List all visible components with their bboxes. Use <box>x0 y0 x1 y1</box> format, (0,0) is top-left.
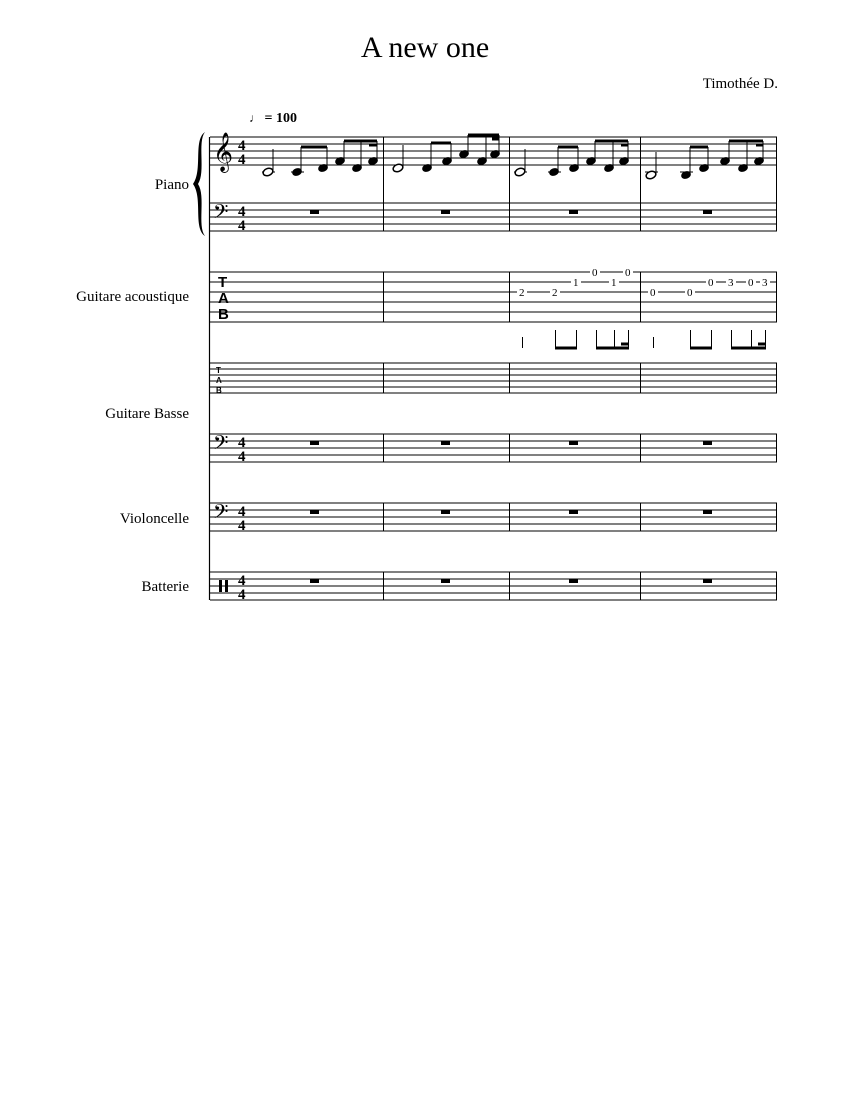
svg-text:A: A <box>218 290 229 307</box>
part-name-acoustic-guitar: Guitare acoustique <box>76 289 189 305</box>
svg-text:1: 1 <box>573 277 579 289</box>
svg-text:B: B <box>216 386 222 395</box>
measure-rests <box>310 210 712 583</box>
bass-clef-icon: 𝄢 <box>213 431 229 459</box>
svg-text:B: B <box>218 306 229 323</box>
tempo-value: = 100 <box>264 111 297 126</box>
tab-clef-icon <box>218 274 229 323</box>
svg-text:3: 3 <box>762 277 768 289</box>
piano-brace-icon <box>193 132 205 236</box>
piano-treble-notes <box>262 135 764 180</box>
tab-rhythm-stems <box>523 330 767 349</box>
part-name-drums: Batterie <box>141 579 189 595</box>
svg-text:4: 4 <box>238 518 246 534</box>
bass-clef-icon: 𝄢 <box>213 200 229 228</box>
svg-text:4: 4 <box>238 204 246 220</box>
svg-text:4: 4 <box>238 138 246 154</box>
svg-text:0: 0 <box>687 287 693 299</box>
svg-text:2: 2 <box>552 287 558 299</box>
svg-text:0: 0 <box>708 277 714 289</box>
svg-text:4: 4 <box>238 573 246 589</box>
svg-text:A: A <box>216 376 222 385</box>
part-name-piano: Piano <box>154 177 189 193</box>
tab-numbers-measure-4 <box>648 276 770 299</box>
treble-clef-icon: 𝄞 <box>213 132 234 172</box>
svg-text:0: 0 <box>625 267 631 279</box>
composer: Timothée D. <box>702 76 778 92</box>
svg-text:3: 3 <box>728 277 734 289</box>
small-tab-clef-icon <box>216 366 222 395</box>
svg-text:0: 0 <box>592 267 598 279</box>
svg-text:4: 4 <box>238 218 246 234</box>
svg-text:1: 1 <box>611 277 617 289</box>
piano-bass-staff <box>210 203 777 231</box>
cello-staff <box>210 503 777 531</box>
svg-text:4: 4 <box>238 449 246 465</box>
svg-text:2: 2 <box>519 287 525 299</box>
svg-text:T: T <box>218 274 228 291</box>
quarter-note-icon: ♩ <box>249 111 261 125</box>
bass-guitar-staff <box>210 434 777 462</box>
svg-text:T: T <box>216 366 221 375</box>
part-name-bass-guitar: Guitare Basse <box>105 406 189 422</box>
drum-staff <box>210 572 777 600</box>
svg-text:4: 4 <box>238 587 246 603</box>
score-title: A new one <box>360 31 490 64</box>
svg-text:4: 4 <box>238 152 246 168</box>
svg-text:0: 0 <box>650 287 656 299</box>
svg-text:4: 4 <box>238 435 246 451</box>
svg-text:4: 4 <box>238 504 246 520</box>
time-signatures <box>238 138 246 603</box>
guitar-small-tab-staff <box>210 363 777 393</box>
part-name-cello: Violoncelle <box>119 511 189 527</box>
svg-text:0: 0 <box>748 277 754 289</box>
bass-clef-icon: 𝄢 <box>213 500 229 528</box>
